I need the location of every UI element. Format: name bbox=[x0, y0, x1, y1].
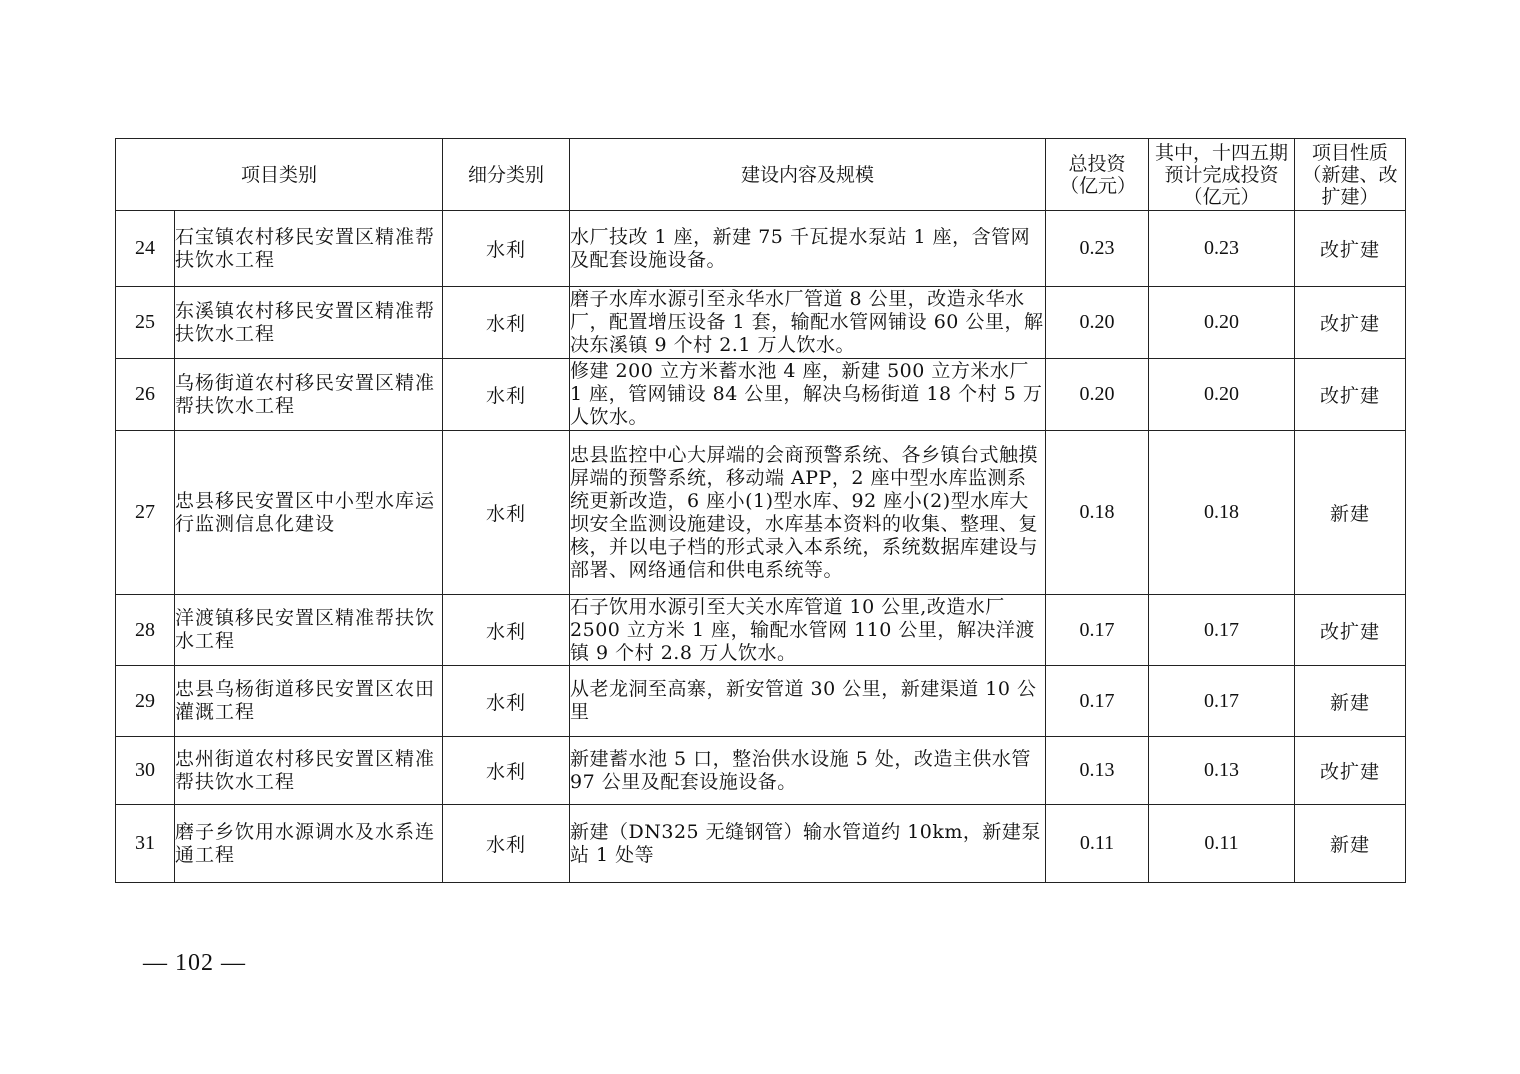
total-investment-cell: 0.23 bbox=[1046, 211, 1149, 287]
project-name: 乌杨街道农村移民安置区精准帮扶饮水工程 bbox=[175, 359, 443, 431]
total-investment-cell: 0.20 bbox=[1046, 359, 1149, 431]
content-cell: 水厂技改 1 座，新建 75 千瓦提水泵站 1 座，含管网及配套设施设备。 bbox=[570, 211, 1046, 287]
project-name: 石宝镇农村移民安置区精准帮扶饮水工程 bbox=[175, 211, 443, 287]
plan-investment-cell: 0.17 bbox=[1149, 666, 1295, 737]
total-investment-cell: 0.18 bbox=[1046, 431, 1149, 595]
project-name: 忠州街道农村移民安置区精准帮扶饮水工程 bbox=[175, 737, 443, 805]
nature-cell: 新建 bbox=[1295, 805, 1406, 883]
content-cell: 磨子水库水源引至永华水厂管道 8 公里，改造永华水厂，配置增压设备 1 套，输配水管网铺设 60 公里，解决东溪镇 9 个村 2.1 万人饮水。 bbox=[570, 287, 1046, 359]
header-nature: 项目性质（新建、改扩建） bbox=[1295, 139, 1406, 211]
row-number: 28 bbox=[116, 595, 175, 666]
table-row bbox=[116, 431, 1406, 595]
plan-investment-cell: 0.20 bbox=[1149, 287, 1295, 359]
subcategory-cell: 水利 bbox=[443, 431, 570, 595]
project-table bbox=[115, 138, 1406, 883]
header-plan-investment: 其中，十四五期预计完成投资（亿元） bbox=[1149, 139, 1295, 211]
plan-investment-cell: 0.11 bbox=[1149, 805, 1295, 883]
content-cell: 忠县监控中心大屏端的会商预警系统、各乡镇台式触摸屏端的预警系统，移动端 APP，2 座中型水库监测系统更新改造，6 座小(1)型水库、92 座小(2)型水库大坝安全监测设施建设，水库基本资料的收集、整理、复核，并以电子档的形式录入本系统，系统数据库建设与部署、网络通信和供电系统等。 bbox=[570, 431, 1046, 595]
content-cell: 石子饮用水源引至大关水库管道 10 公里,改造水厂 2500 立方米 1 座，输配水管网 110 公里，解决洋渡镇 9 个村 2.8 万人饮水。 bbox=[570, 595, 1046, 666]
nature-cell: 改扩建 bbox=[1295, 211, 1406, 287]
plan-investment-cell: 0.20 bbox=[1149, 359, 1295, 431]
table-row bbox=[116, 666, 1406, 737]
total-investment-cell: 0.20 bbox=[1046, 287, 1149, 359]
subcategory-cell: 水利 bbox=[443, 359, 570, 431]
project-name: 磨子乡饮用水源调水及水系连通工程 bbox=[175, 805, 443, 883]
row-number: 24 bbox=[116, 211, 175, 287]
plan-investment-cell: 0.23 bbox=[1149, 211, 1295, 287]
table-row bbox=[116, 359, 1406, 431]
nature-cell: 新建 bbox=[1295, 666, 1406, 737]
row-number: 29 bbox=[116, 666, 175, 737]
total-investment-cell: 0.11 bbox=[1046, 805, 1149, 883]
subcategory-cell: 水利 bbox=[443, 737, 570, 805]
subcategory-cell: 水利 bbox=[443, 666, 570, 737]
nature-cell: 改扩建 bbox=[1295, 359, 1406, 431]
table-row bbox=[116, 211, 1406, 287]
table-row bbox=[116, 287, 1406, 359]
row-number: 31 bbox=[116, 805, 175, 883]
nature-cell: 改扩建 bbox=[1295, 737, 1406, 805]
row-number: 25 bbox=[116, 287, 175, 359]
header-content: 建设内容及规模 bbox=[570, 139, 1046, 211]
plan-investment-cell: 0.17 bbox=[1149, 595, 1295, 666]
content-cell: 新建（DN325 无缝钢管）输水管道约 10km，新建泵站 1 处等 bbox=[570, 805, 1046, 883]
header-row bbox=[116, 139, 1406, 211]
subcategory-cell: 水利 bbox=[443, 805, 570, 883]
project-name: 忠县乌杨街道移民安置区农田灌溉工程 bbox=[175, 666, 443, 737]
content-cell: 新建蓄水池 5 口，整治供水设施 5 处，改造主供水管 97 公里及配套设施设备。 bbox=[570, 737, 1046, 805]
header-subcategory: 细分类别 bbox=[443, 139, 570, 211]
content-cell: 从老龙洞至高寨，新安管道 30 公里，新建渠道 10 公里 bbox=[570, 666, 1046, 737]
project-name: 洋渡镇移民安置区精准帮扶饮水工程 bbox=[175, 595, 443, 666]
table-row bbox=[116, 737, 1406, 805]
row-number: 27 bbox=[116, 431, 175, 595]
page-number: — 102 — bbox=[143, 950, 246, 976]
row-number: 30 bbox=[116, 737, 175, 805]
project-name: 东溪镇农村移民安置区精准帮扶饮水工程 bbox=[175, 287, 443, 359]
plan-investment-cell: 0.18 bbox=[1149, 431, 1295, 595]
total-investment-cell: 0.17 bbox=[1046, 666, 1149, 737]
table-row bbox=[116, 595, 1406, 666]
project-name: 忠县移民安置区中小型水库运行监测信息化建设 bbox=[175, 431, 443, 595]
content-cell: 修建 200 立方米蓄水池 4 座，新建 500 立方米水厂 1 座，管网铺设 84 公里，解决乌杨街道 18 个村 5 万人饮水。 bbox=[570, 359, 1046, 431]
nature-cell: 改扩建 bbox=[1295, 287, 1406, 359]
total-investment-cell: 0.17 bbox=[1046, 595, 1149, 666]
total-investment-cell: 0.13 bbox=[1046, 737, 1149, 805]
subcategory-cell: 水利 bbox=[443, 211, 570, 287]
header-category: 项目类别 bbox=[116, 139, 443, 211]
subcategory-cell: 水利 bbox=[443, 595, 570, 666]
nature-cell: 改扩建 bbox=[1295, 595, 1406, 666]
plan-investment-cell: 0.13 bbox=[1149, 737, 1295, 805]
table-row bbox=[116, 805, 1406, 883]
subcategory-cell: 水利 bbox=[443, 287, 570, 359]
header-total-investment: 总投资（亿元） bbox=[1046, 139, 1149, 211]
nature-cell: 新建 bbox=[1295, 431, 1406, 595]
row-number: 26 bbox=[116, 359, 175, 431]
